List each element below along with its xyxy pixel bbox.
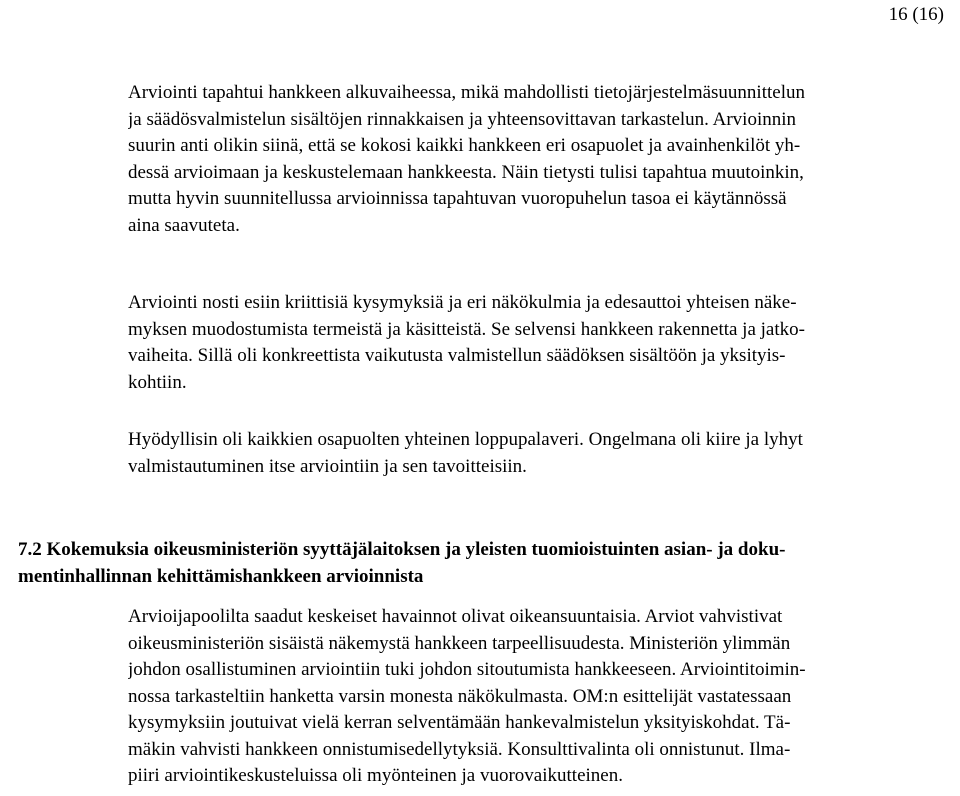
text-line: piiri arviointikeskusteluissa oli myönteinen ja vuorovaikutteinen. <box>128 765 623 786</box>
paragraph-findings <box>128 604 940 790</box>
text-line: dessä arvioimaan ja keskustelemaan hankkeesta. Näin tietysti tulisi tapahtua muutoinkin, <box>128 161 804 183</box>
text-line: nossa tarkasteltiin hanketta varsin monesta näkökulmasta. OM:n esittelijät vastatessaan <box>128 685 792 707</box>
paragraph-evaluation-timing <box>128 80 940 239</box>
text-line: mäkin vahvisti hankkeen onnistumisedellytyksiä. Konsulttivalinta oli onnistunut. Ilma- <box>128 738 791 760</box>
paragraph-final-meeting <box>128 427 940 480</box>
text-line: kohtiin. <box>128 371 187 393</box>
text-line: Arviointi nosti esiin kriittisiä kysymyksiä ja eri näkökulmia ja edesauttoi yhteisen näke- <box>128 292 797 313</box>
text-line: Hyödyllisin oli kaikkien osapuolten yhteinen loppupalaveri. Ongelmana oli kiire ja lyhyt <box>128 429 803 450</box>
text-line: oikeusministeriön sisäistä näkemystä hankkeen tarpeellisuudesta. Ministeriön ylimmän <box>128 632 791 654</box>
page-number: 16 (16) <box>888 4 944 25</box>
text-line: suurin anti olikin siinä, että se kokosi kaikki hankkeen eri osapuolet ja avainhenkilöt yh- <box>128 135 801 156</box>
section-heading <box>18 537 942 590</box>
text-line: mutta hyvin suunnitellussa arvioinnissa tapahtuvan vuoropuhelun tasoa ei käytännössä <box>128 188 787 209</box>
text-line: ja säädösvalmistelun sisältöjen rinnakkaisen ja yhteensovittavan tarkastelun. Arvioinnin <box>128 108 797 130</box>
text-line: aina saavuteta. <box>128 214 240 236</box>
paragraph-critical-questions <box>128 290 940 396</box>
text-line: Arvioijapoolilta saadut keskeiset havainnot olivat oikeansuuntaisia. Arviot vahvistivat <box>128 606 783 627</box>
text-line: johdon osallistuminen arviointiin tuki johdon sitoutumista hankkeeseen. Arviointitoimin- <box>128 659 806 680</box>
text-line: valmistautuminen itse arviointiin ja sen tavoitteisiin. <box>128 455 527 477</box>
text-line: Arviointi tapahtui hankkeen alkuvaiheessa, mikä mahdollisti tietojärjestelmäsuunnittelun <box>128 82 805 103</box>
heading-line: 7.2 Kokemuksia oikeusministeriön syyttäjälaitoksen ja yleisten tuomioistuinten asian- ja doku- <box>18 539 786 560</box>
text-line: kysymyksiin joutuivat vielä kerran selventämään hankevalmistelun yksityiskohdat. Tä- <box>128 712 791 733</box>
text-line: myksen muodostumista termeistä ja käsitteistä. Se selvensi hankkeen rakennetta ja jatko- <box>128 318 805 340</box>
heading-line: mentinhallinnan kehittämishankkeen arvioinnista <box>18 565 424 587</box>
text-line: vaiheita. Sillä oli konkreettista vaikutusta valmistellun säädöksen sisältöön ja yksityis- <box>128 345 786 366</box>
